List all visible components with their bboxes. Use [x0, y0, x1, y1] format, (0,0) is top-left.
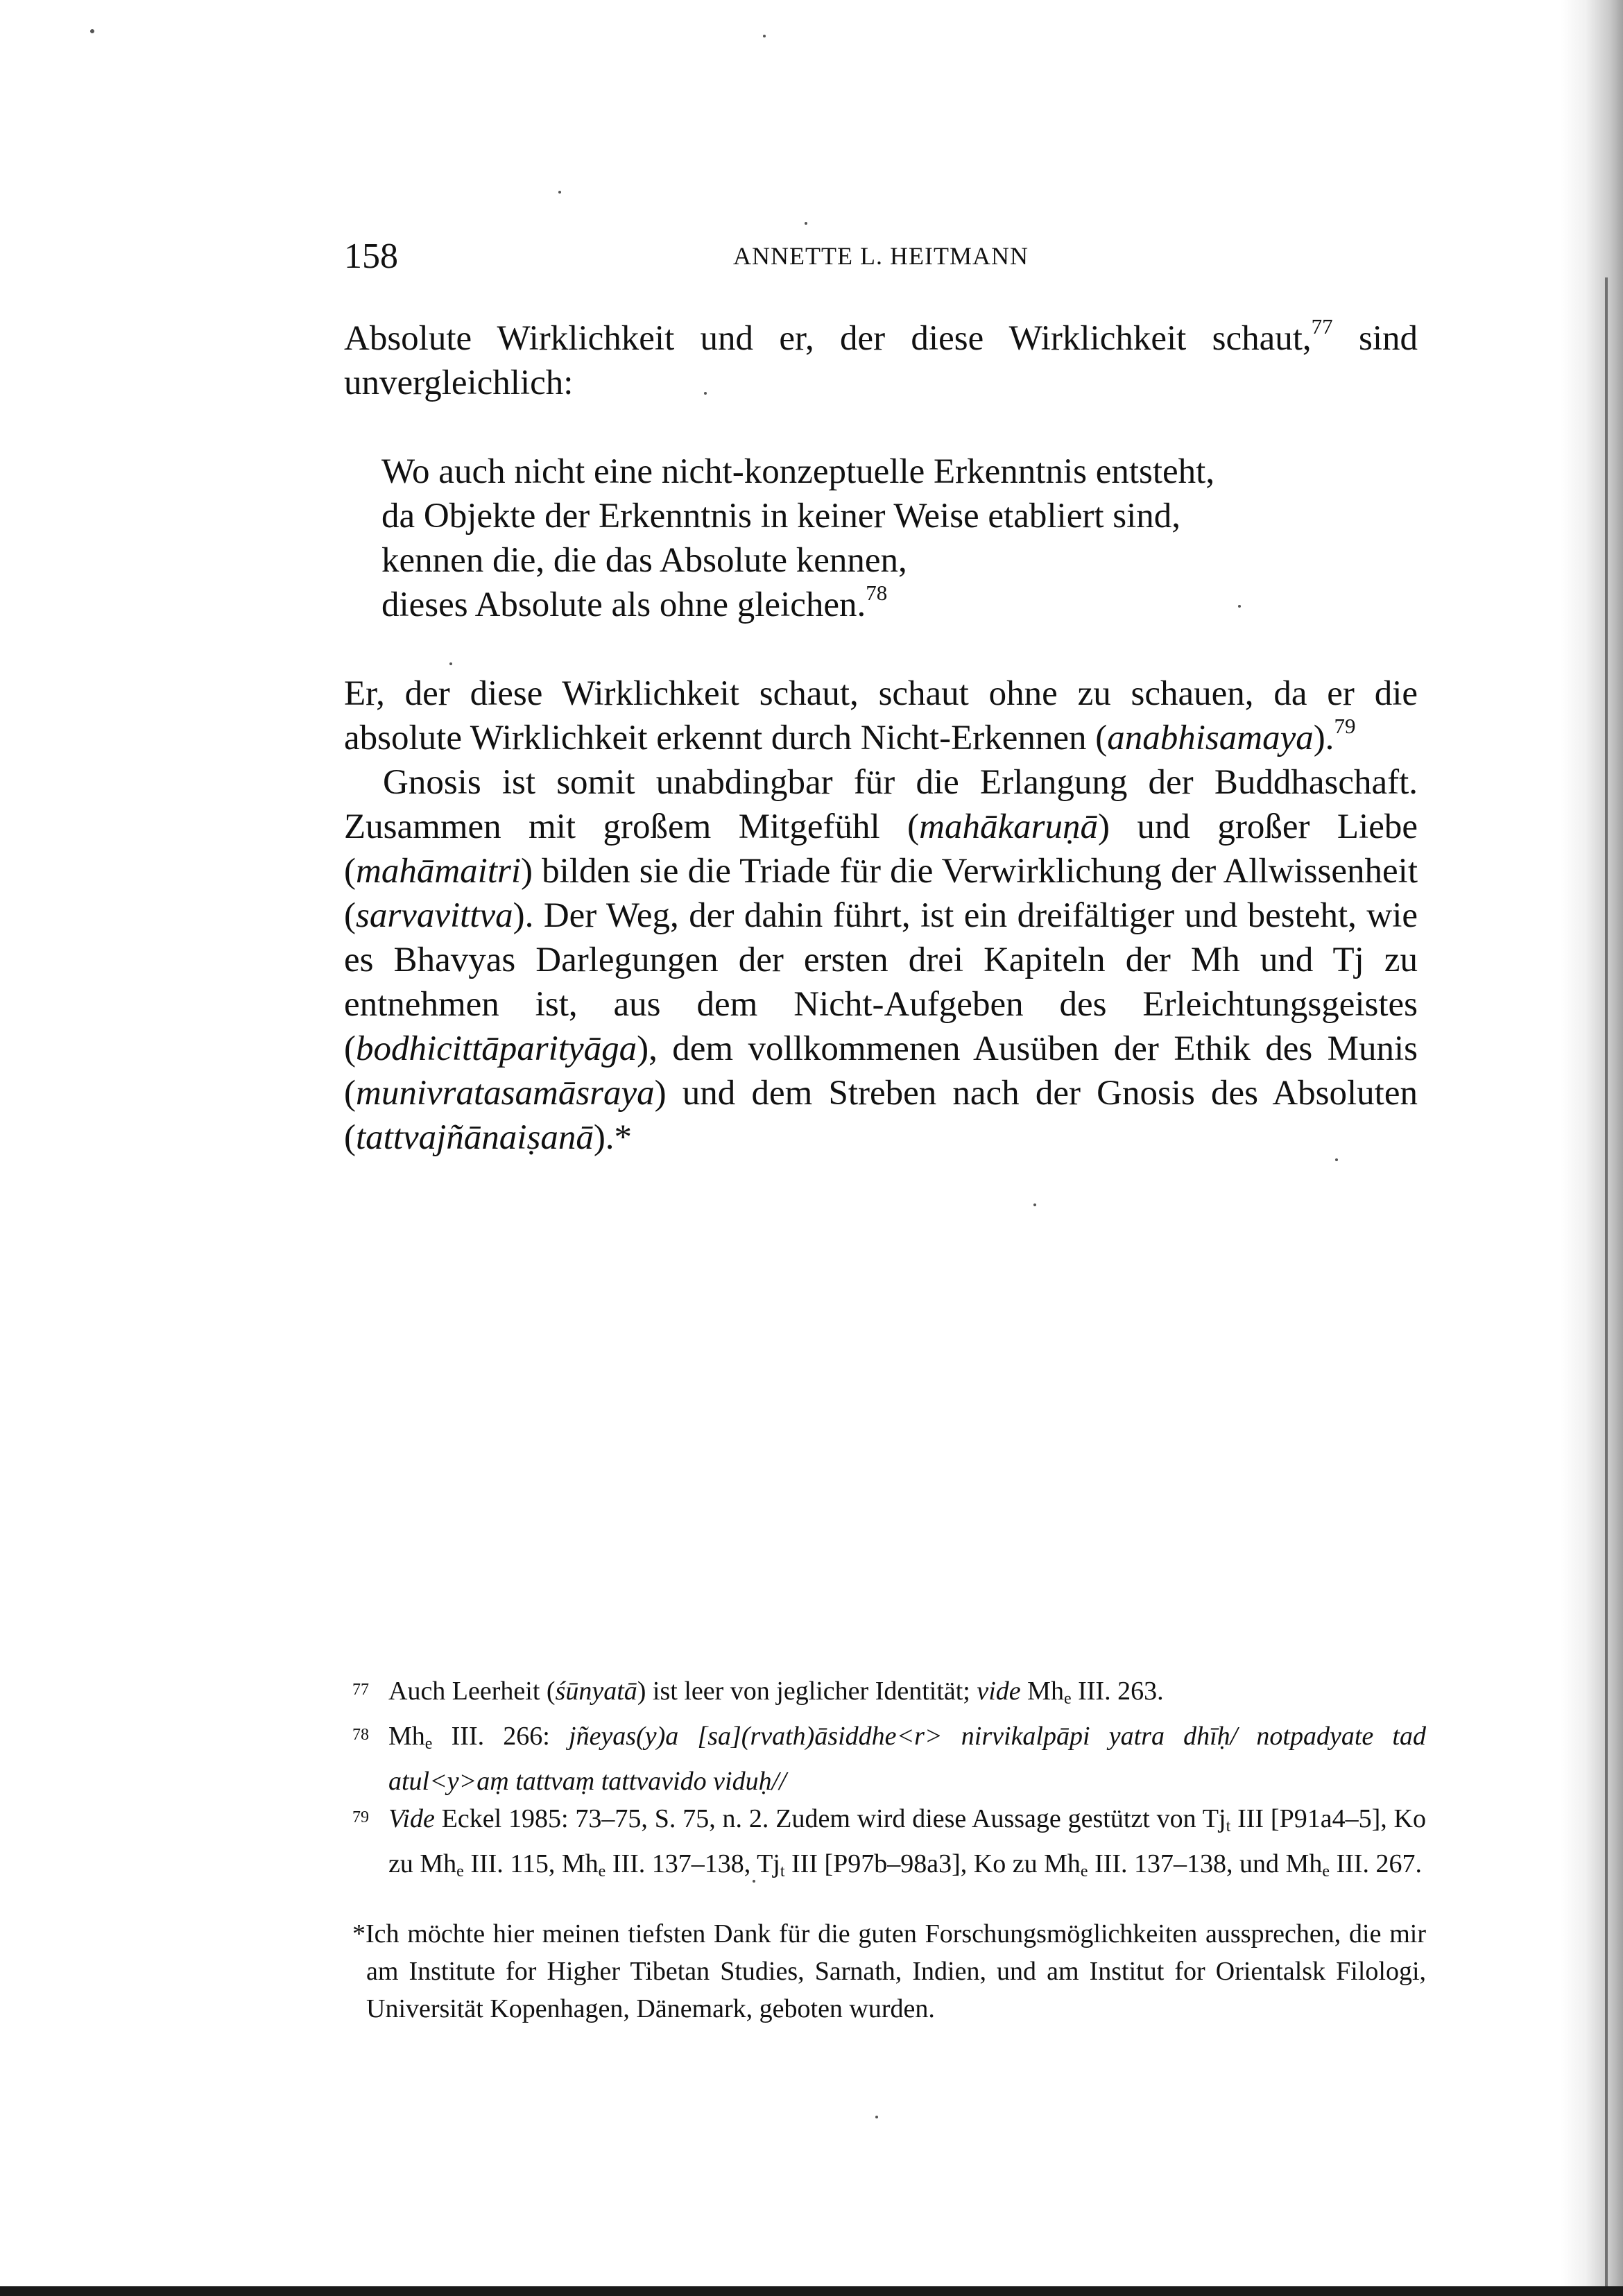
- footnote-number: 77: [352, 1681, 369, 1699]
- page-number: 158: [344, 237, 398, 276]
- verse-line-4: dieses Absolute als ohne gleichen.$^{78}$: [381, 581, 888, 624]
- body-paragraph-2: Er, der diese Wirklichkeit schaut, schaut ohne zu schauen, da er die absolute Wirklichkeit erkennt durch Nicht-Erkennen (anabhisamaya).$^{79}$ Gnosis ist somit unabdingbar für die Erlangung der Buddhaschaft. Zusammen mit großem Mitgefühl (mahākaruṇā) und großer Liebe (mahāmaitri) bilden sie die Triade für die Verwirklichung der Allwissenheit (sarvavittva). Der Weg, der dahin führt, ist ein dreifältiger und besteht, wie es Bhavyas Darlegungen der ersten drei Kapiteln der Mh und Tj zu entnehmen ist, aus dem Nicht-Aufgeben des Erleichtungsgeistes (bodhicittāparityāga), dem vollkommenen Ausüben der Ethik des Munis (munivratasamāsraya) und dem Streben nach der Gnosis des Absoluten (tattvajñānaiṣanā).*: [344, 671, 1418, 1160]
- body-paragraph-3: Gnosis ist somit unabdingbar für die Erlangung der Buddhaschaft. Zusammen mit großem Mitgefühl (mahākaruṇā) und großer Liebe (mahāmaitri) bilden sie die Triade für die Verwirklichung der Allwissenheit (sarvavittva). Der Weg, der dahin führt, ist ein dreifältiger und besteht, wie es Bhavyas Darlegungen der ersten drei Kapiteln der Mh und Tj zu entnehmen ist, aus dem Nicht-Aufgeben des Erleichtungsgeistes (bodhicittāparityāga), dem vollkommenen Ausüben der Ethik des Munis (munivratasamāsraya) und dem Streben nach der Gnosis des Absoluten (tattvajñānaiṣanā).*: [344, 763, 1418, 1157]
- footnote-number: 79: [352, 1808, 369, 1826]
- scan-speck: [1238, 605, 1241, 608]
- verse-line-1: Wo auch nicht eine nicht-konzeptuelle Erkenntnis entsteht,: [381, 452, 1215, 491]
- term-sarvavittva: sarvavittva: [355, 896, 513, 935]
- verse-line-3: kennen die, die das Absolute kennen,: [381, 541, 907, 580]
- scan-speck: [90, 29, 94, 33]
- running-head: ANNETTE L. HEITMANN: [733, 242, 1029, 270]
- footnote-78: 78 $Mh_e$ III. 266: jñeyas(y)a [sa](rvath)āsiddhe<r> nirvikalpāpi yatra dhīḥ/ notpadyate tad atul<y>aṃ tattvaṃ tattvavido viduḥ//: [352, 1717, 1426, 1800]
- footnote-ref-79[interactable]: 79: [1334, 714, 1356, 738]
- scan-speck: [875, 2116, 878, 2118]
- term-mahamaitri: mahāmaitri: [355, 852, 522, 891]
- footnotes: [352, 1672, 1426, 2028]
- scan-speck: [1033, 1203, 1036, 1206]
- footnote-ref-77[interactable]: 77: [1311, 314, 1333, 339]
- body-text: sind unvergleichlich:: [344, 319, 1418, 402]
- scan-bottom-edge: [0, 2286, 1623, 2296]
- footnote-number: 78: [352, 1726, 369, 1744]
- term-anabhisamaya: anabhisamaya: [1107, 719, 1314, 757]
- term-tattvajnanaisana: tattvajñānaiṣanā: [355, 1118, 594, 1157]
- scan-edge-shadow: [1561, 0, 1623, 2296]
- page-header: [344, 236, 1418, 284]
- body-text: Absolute Wirklichkeit und er, der diese Wirklichkeit schaut,: [344, 319, 1312, 358]
- footnote-79: 79 Vide Eckel 1985: 73–75, S. 75, n. 2. Zudem wird diese Aussage gestützt von $Tj_t$ III [P91a4–5], Ko zu $Mh_e$ III. 115, $Mh_e$ III. 137–138, $Tj_t$ III [P97b–98a3], Ko zu $Mh_e$ III. 137–138, und $Mh_e$ III. 267.: [352, 1800, 1426, 1890]
- scan-speck: [805, 222, 807, 225]
- scan-speck: [763, 35, 766, 37]
- footnote-77: 77 Auch Leerheit (śūnyatā) ist leer von jeglicher Identität; vide $Mh_e$ III. 263.: [352, 1672, 1426, 1717]
- term-mahakaruna: mahākaruṇā: [919, 807, 1098, 846]
- scan-edge-line: [1605, 277, 1608, 2289]
- term-munivratasamasraya: munivratasamāsraya: [355, 1074, 655, 1113]
- verse-block: [381, 449, 1214, 627]
- acknowledgement-note: *Ich möchte hier meinen tiefsten Dank für die guten Forschungsmöglichkeiten aussprechen, die mir am Institute for Higher Tibetan Studies, Sarnath, Indien, und am Institut for Orientalsk Filologi, Universität Kopenhagen, Dänemark, geboten wurden.: [352, 1919, 1426, 2023]
- verse-line-2: da Objekte der Erkenntnis in keiner Weise etabliert sind,: [381, 497, 1181, 536]
- term-bodhicittaparityaga: bodhicittāparityāga: [355, 1029, 637, 1068]
- scan-speck: [449, 662, 452, 665]
- body-paragraph-1: [344, 316, 1418, 405]
- footnote-ref-78[interactable]: 78: [866, 581, 888, 605]
- sanskrit-quote: jñeyas(y)a [sa](rvath)āsiddhe<r> nirvikalpāpi yatra dhīḥ/ notpadyate tad atul<y>aṃ tattvaṃ tattvavido viduḥ//: [388, 1722, 1426, 1796]
- scan-speck: [558, 191, 561, 194]
